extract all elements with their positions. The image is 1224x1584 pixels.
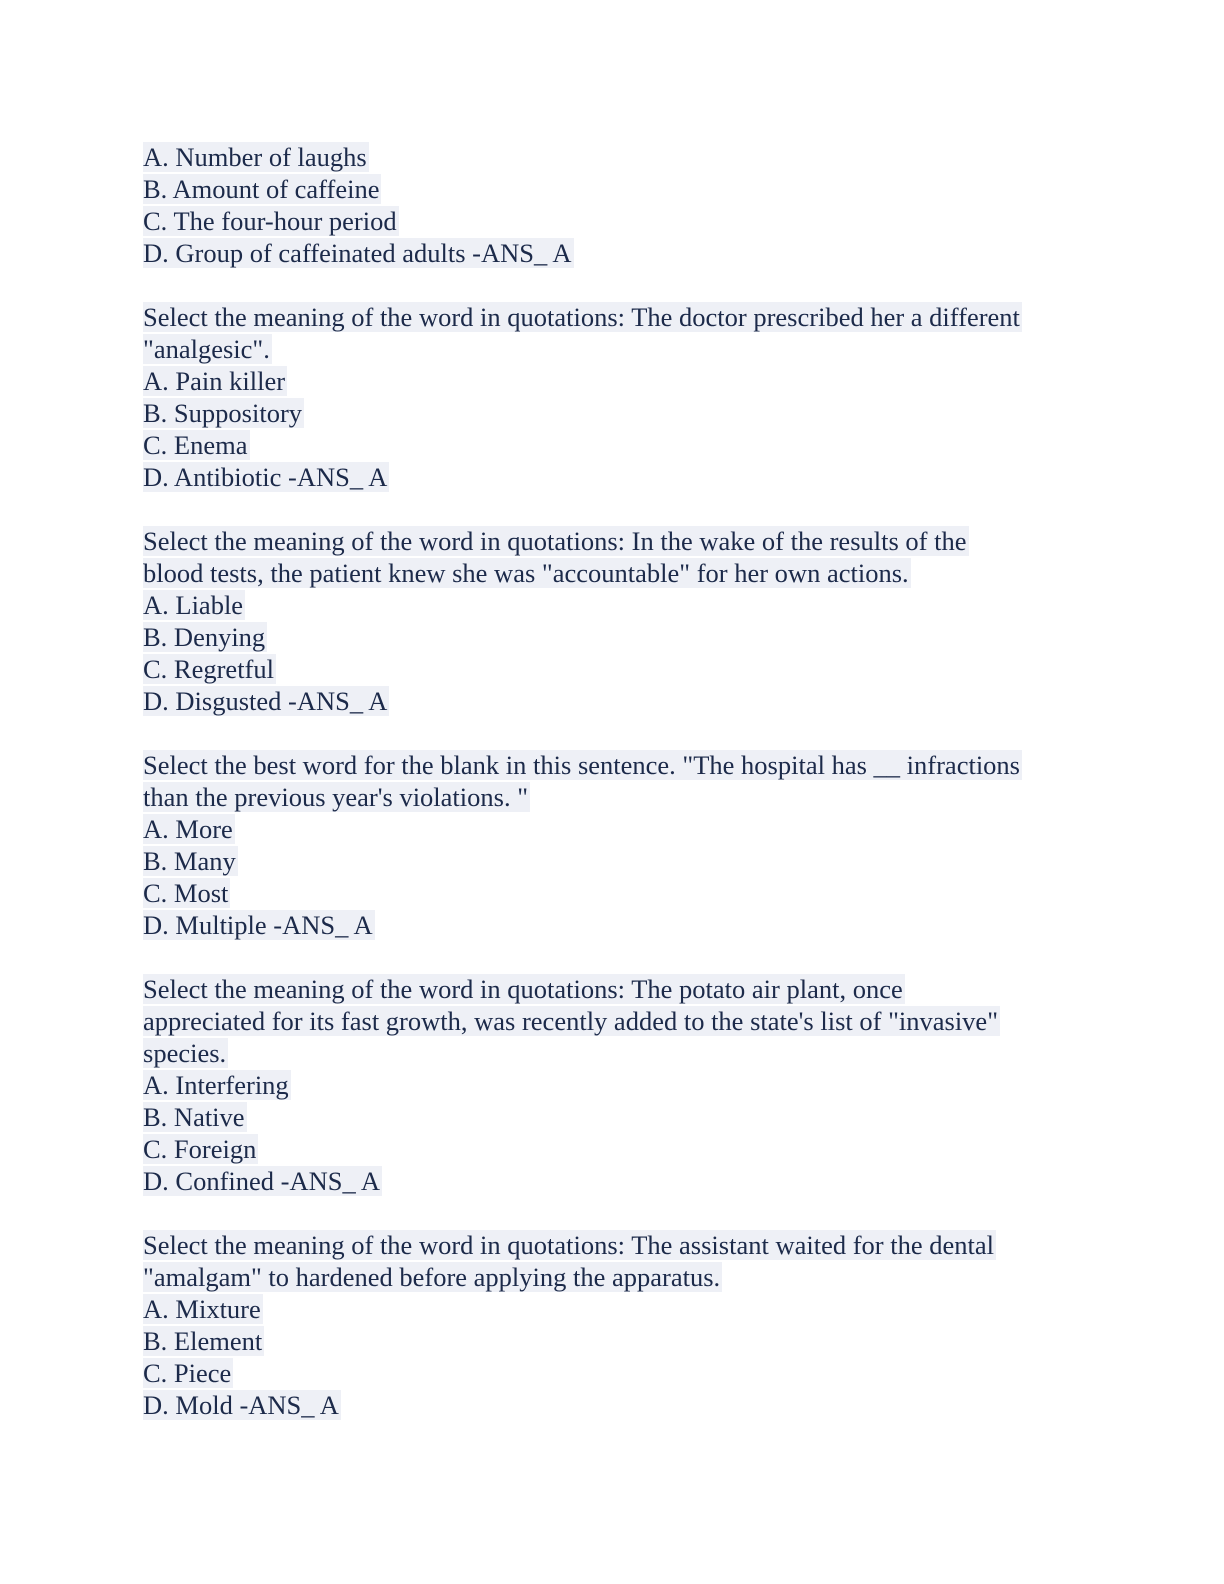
option-line: C. Most [143,878,229,908]
option-line-answer: D. Disgusted -ANS_ A [143,686,388,716]
question-line: Select the meaning of the word in quotations: The doctor prescribed her a different [143,302,1020,332]
option-line: B. Element [143,1326,263,1356]
option-line: A. Interfering [143,1070,289,1100]
option-line-answer: D. Antibiotic -ANS_ A [143,462,388,492]
question-line: than the previous year's violations. " [143,782,529,812]
question-block-4 [143,749,1103,941]
question-line: Select the best word for the blank in this sentence. "The hospital has __ infractions [143,750,1020,780]
option-line: C. Regretful [143,654,274,684]
option-line-answer: D. Confined -ANS_ A [143,1166,381,1196]
document-page [143,141,1103,1453]
option-line: B. Denying [143,622,266,652]
question-line: species. [143,1038,227,1068]
option-line: A. Number of laughs [143,142,367,172]
option-line-answer: D. Multiple -ANS_ A [143,910,373,940]
question-block-5 [143,973,1103,1197]
question-block-1 [143,141,1103,269]
question-block-2 [143,301,1103,493]
question-line: appreciated for its fast growth, was recently added to the state's list of "invasive" [143,1006,999,1036]
option-line: B. Amount of caffeine [143,174,380,204]
option-line-answer: D. Group of caffeinated adults -ANS_ A [143,238,572,268]
option-line: C. Piece [143,1358,232,1388]
question-line: blood tests, the patient knew she was "accountable" for her own actions. [143,558,909,588]
option-line: A. More [143,814,233,844]
option-line: A. Liable [143,590,244,620]
option-line-answer: D. Mold -ANS_ A [143,1390,339,1420]
option-line: B. Suppository [143,398,303,428]
question-line: Select the meaning of the word in quotations: The potato air plant, once [143,974,903,1004]
question-line: "amalgam" to hardened before applying the apparatus. [143,1262,721,1292]
question-block-3 [143,525,1103,717]
option-line: C. Foreign [143,1134,257,1164]
option-line: A. Mixture [143,1294,261,1324]
option-line: B. Native [143,1102,245,1132]
question-line: Select the meaning of the word in quotations: In the wake of the results of the [143,526,967,556]
option-line: A. Pain killer [143,366,286,396]
question-line: "analgesic". [143,334,270,364]
question-block-6 [143,1229,1103,1421]
option-line: B. Many [143,846,236,876]
option-line: C. The four-hour period [143,206,397,236]
option-line: C. Enema [143,430,248,460]
question-line: Select the meaning of the word in quotations: The assistant waited for the dental [143,1230,994,1260]
